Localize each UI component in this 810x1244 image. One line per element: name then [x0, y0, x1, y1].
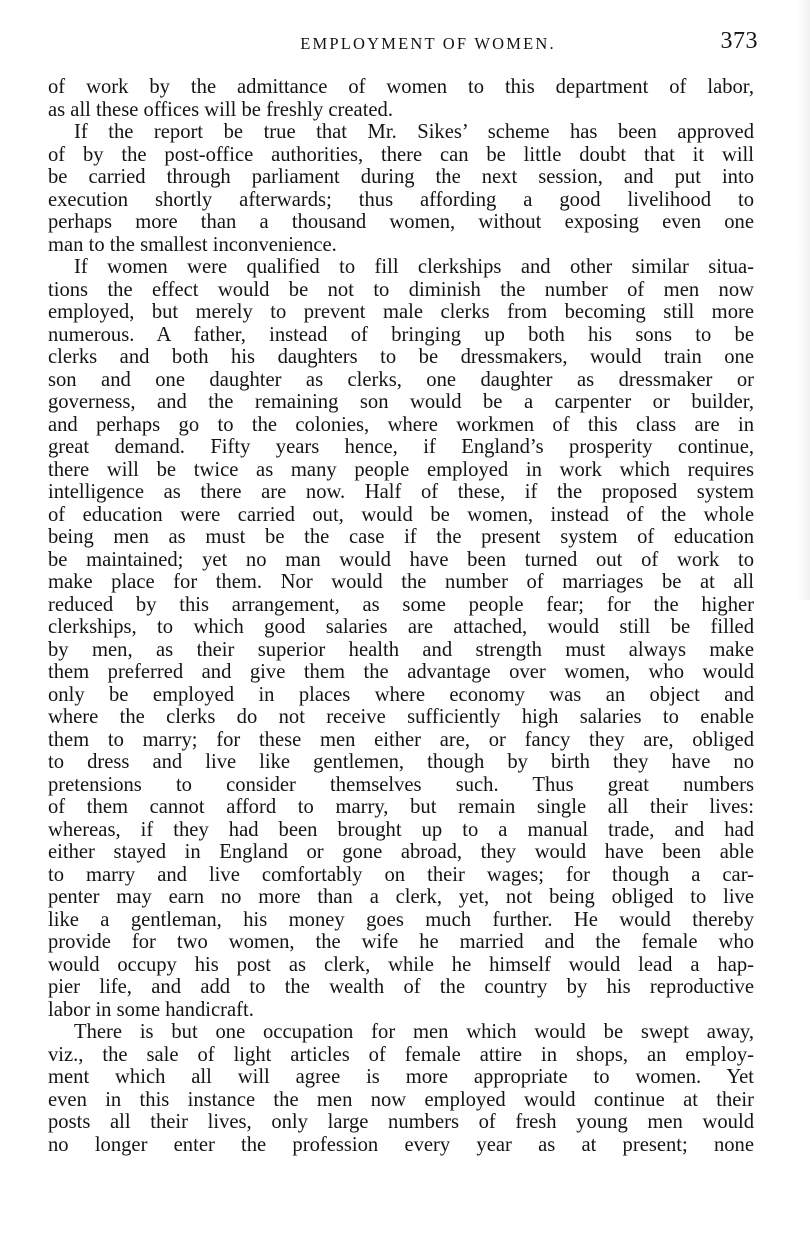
text-line: labor in some handicraft. [48, 998, 254, 1021]
text-line: tions the effect would be not to diminish the number of men now [48, 278, 754, 301]
text-line: penter may earn no more than a clerk, yet, not being obliged to live [48, 886, 754, 908]
text-line: to marry and live comfortably on their wages; for though a car- [48, 863, 754, 886]
text-line: to dress and live like gentlemen, though by birth they have no [48, 751, 754, 773]
text-line: clerks and both his daughters to be dressmakers, would train one [48, 346, 754, 368]
text-line: numerous. A father, instead of bringing up both his sons to be [48, 323, 754, 346]
text-line: of them cannot afford to marry, but remain single all their lives: [48, 796, 754, 818]
paragraph [48, 121, 754, 256]
text-line: son and one daughter as clerks, one daughter as dressmaker or [48, 368, 754, 391]
page-number: 373 [720, 28, 758, 54]
text-line: like a gentleman, his money goes much further. He would thereby [48, 908, 754, 931]
text-line: of education were carried out, would be women, instead of the whole [48, 503, 754, 526]
text-line: where the clerks do not receive sufficiently high salaries to enable [48, 706, 754, 728]
text-line: by men, as their superior health and strength must always make [48, 638, 754, 661]
text-line: ment which all will agree is more appropriate to women. Yet [48, 1066, 754, 1088]
running-title: EMPLOYMENT OF WOMEN. [300, 34, 556, 53]
text-line: provide for two women, the wife he married and the female who [48, 931, 754, 953]
page-edge-shadow [796, 0, 810, 600]
text-line: would occupy his post as clerk, while he himself would lead a hap- [48, 953, 754, 976]
text-line: If the report be true that Mr. Sikes’ scheme has been approved [74, 121, 754, 143]
text-line: and perhaps go to the colonies, where workmen of this class are in [48, 413, 754, 436]
text-line: them to marry; for these men either are, or fancy they are, obliged [48, 728, 754, 751]
paragraph [48, 76, 754, 121]
text-line: intelligence as there are now. Half of these, if the proposed system [48, 481, 754, 503]
running-head [48, 28, 758, 64]
text-line: perhaps more than a thousand women, without exposing even one [48, 211, 754, 233]
text-line: only be employed in places where economy was an object and [48, 683, 754, 706]
text-line: even in this instance the men now employed would continue at their [48, 1088, 754, 1111]
text-line: there will be twice as many people employed in work which requires [48, 458, 754, 481]
text-line: either stayed in England or gone abroad, they would have been able [48, 841, 754, 863]
text-line: being men as must be the case if the present system of education [48, 526, 754, 548]
text-line: great demand. Fifty years hence, if England’s prosperity continue, [48, 436, 754, 458]
text-line: reduced by this arrangement, as some people fear; for the higher [48, 593, 754, 616]
paragraph [48, 1021, 754, 1156]
text-line: execution shortly afterwards; thus affording a good livelihood to [48, 188, 754, 211]
text-line: whereas, if they had been brought up to a manual trade, and had [48, 818, 754, 841]
text-line: man to the smallest inconvenience. [48, 233, 337, 256]
paragraph [48, 256, 754, 1021]
text-line: pretensions to consider themselves such. Thus great numbers [48, 773, 754, 796]
text-line: There is but one occupation for men which would be swept away, [74, 1021, 754, 1043]
text-line: governess, and the remaining son would be a carpenter or builder, [48, 391, 754, 413]
body-text [48, 76, 754, 1156]
text-line: of by the post-office authorities, there can be little doubt that it will [48, 143, 754, 166]
text-line: be carried through parliament during the next session, and put into [48, 166, 754, 188]
text-line: them preferred and give them the advantage over women, who would [48, 661, 754, 683]
text-line: as all these offices will be freshly created. [48, 98, 393, 121]
text-line: posts all their lives, only large numbers of fresh young men would [48, 1111, 754, 1133]
text-line: make place for them. Nor would the number of marriages be at all [48, 571, 754, 593]
text-line: of work by the admittance of women to this department of labor, [48, 76, 754, 98]
text-line: If women were qualified to fill clerkships and other similar situa- [74, 256, 754, 278]
text-line: viz., the sale of light articles of female attire in shops, an employ- [48, 1043, 754, 1066]
text-line: be maintained; yet no man would have been turned out of work to [48, 548, 754, 571]
text-line: employed, but merely to prevent male clerks from becoming still more [48, 301, 754, 323]
text-line: pier life, and add to the wealth of the country by his reproductive [48, 976, 754, 998]
text-line: no longer enter the profession every year as at present; none [48, 1133, 754, 1156]
text-line: clerkships, to which good salaries are attached, would still be filled [48, 616, 754, 638]
